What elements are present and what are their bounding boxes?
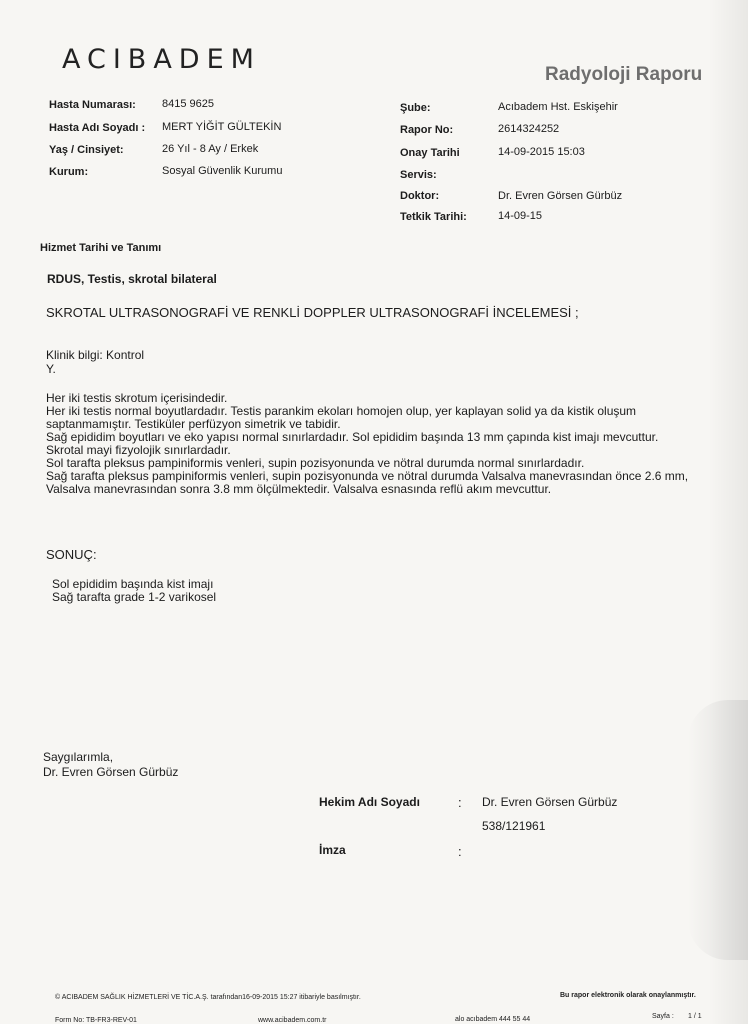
report-no-label: Rapor No: [400,124,454,136]
closing-greeting: Saygılarımla, [43,750,114,764]
doctor-value: Dr. Evren Görsen Gürbüz [498,190,623,202]
doctor-name-label: Hekim Adı Soyadı [319,795,420,809]
finding-line: Sağ tarafta pleksus pampiniformis venleri, supin pozisyonunda ve nötral durumda Valsalva manevrasından önce 2.6 mm, [46,469,689,483]
footer-electronic-note: Bu rapor elektronik olarak onaylanmıştır. [560,992,696,999]
finding-line: Sol tarafta pleksus pampiniformis venleri, supin pozisyonunda ve nötral durumda normal sınırlardadır. [46,456,585,470]
finding-line: saptanmamıştır. Testiküler perfüzyon simetrik ve tabidir. [46,417,341,431]
acibadem-logo: ACIBADEM [62,44,261,75]
report-title: Radyoloji Raporu [545,64,703,85]
footer-copyright: © ACIBADEM SAĞLIK HİZMETLERİ VE TİC.A.Ş. tarafından16-09-2015 15:27 itibariyle basılmıştır. [55,994,361,1001]
finding-line: Valsalva manevrasından sonra 3.8 mm ölçülmektedir. Valsalva esnasında reflü akım mevcuttur. [46,482,552,496]
clinical-info: Klinik bilgi: Kontrol [46,348,145,362]
patient-number-value: 8415 9625 [162,98,214,110]
patient-number-label: Hasta Numarası: [49,99,136,111]
footer-page-label: Sayfa : [652,1013,674,1020]
signature-colon: : [458,844,462,859]
footer-phone: alo acıbadem 444 55 44 [455,1016,531,1023]
footer-page-value: 1 / 1 [688,1013,702,1020]
closing-doctor: Dr. Evren Görsen Gürbüz [43,765,179,779]
conclusion-block [52,578,216,604]
age-gender-label: Yaş / Cinsiyet: [49,144,124,156]
finding-line: Her iki testis normal boyutlardadır. Testis parankim ekoları homojen olup, yer kaplayan solid ya da kistik oluşum [46,404,637,418]
doctor-name-colon: : [458,795,462,810]
finding-line: Sağ epididim boyutları ve eko yapısı normal sınırlardadır. Sol epididim başında 13 mm çapında kist imajı mevcuttur. [46,430,659,444]
conclusion-line: Sol epididim başında kist imajı [52,577,214,591]
patient-name-value: MERT YİĞİT GÜLTEKİN [162,121,282,133]
approval-date-value: 14-09-2015 15:03 [498,146,585,158]
signature-label: İmza [319,843,346,857]
exam-date-label: Tetkik Tarihi: [400,211,467,223]
footer-form-no: Form No: TB-FR3-REV-01 [55,1017,137,1024]
branch-label: Şube: [400,102,431,114]
conclusion-title: SONUÇ: [46,547,97,562]
signature-doctor-id: 538/121961 [482,819,546,833]
institution-value: Sosyal Güvenlik Kurumu [162,165,283,177]
branch-value: Acıbadem Hst. Eskişehir [498,101,618,113]
conclusion-line: Sağ tarafta grade 1-2 varikosel [52,590,217,604]
findings-block [46,392,736,496]
signature-doctor-name: Dr. Evren Görsen Gürbüz [482,795,618,809]
service-section-title: Hizmet Tarihi ve Tanımı [40,242,162,254]
patient-name-label: Hasta Adı Soyadı : [49,122,146,134]
doctor-label: Doktor: [400,190,440,202]
finger-blur-mark [688,700,748,960]
finding-line: Skrotal mayi fizyolojik sınırlardadır. [46,443,231,457]
report-no-value: 2614324252 [498,123,560,135]
service-label: Servis: [400,169,437,181]
clinical-info-note: Y. [46,362,56,376]
age-gender-value: 26 Yıl - 8 Ay / Erkek [162,143,259,155]
report-heading: SKROTAL ULTRASONOGRAFİ VE RENKLİ DOPPLER ULTRASONOGRAFİ İNCELEMESİ ; [46,305,579,320]
institution-label: Kurum: [49,166,89,178]
footer-website: www.acibadem.com.tr [258,1017,327,1024]
exam-name: RDUS, Testis, skrotal bilateral [47,272,217,286]
finding-line: Her iki testis skrotum içerisindedir. [46,391,228,405]
approval-date-label: Onay Tarihi [400,147,460,159]
exam-date-value: 14-09-15 [498,210,543,222]
